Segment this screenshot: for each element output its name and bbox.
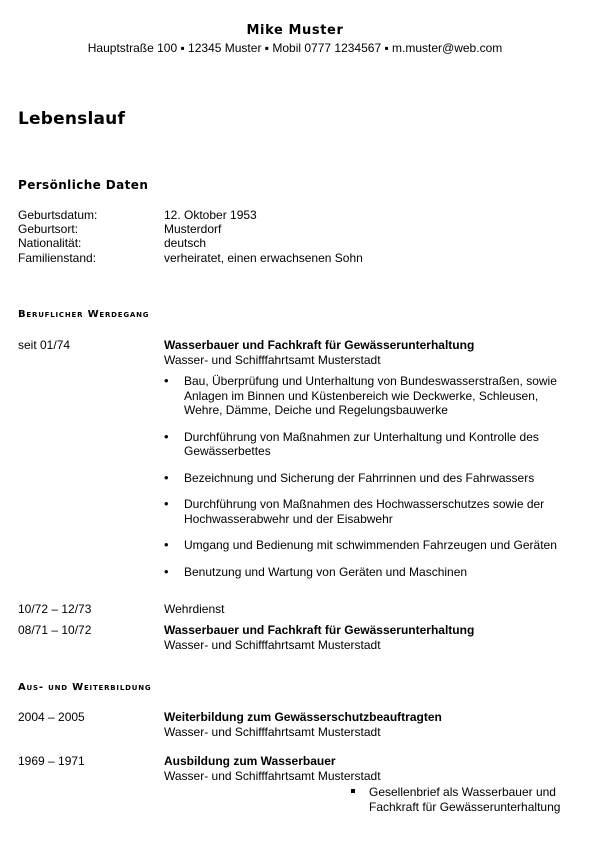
education-course: Ausbildung zum Wasserbauer xyxy=(164,754,336,768)
document-title: Lebenslauf xyxy=(18,109,126,129)
section-heading-education: Aus- und Weiterbildung xyxy=(18,682,152,693)
section-heading-personal: Persönliche Daten xyxy=(18,178,149,192)
education-note: Gesellenbrief als Wasserbauer und Fachkraft für Gewässerunterhaltung xyxy=(351,785,579,814)
education-details xyxy=(164,710,574,739)
career-position: Wehrdienst xyxy=(164,602,225,616)
career-task: • Durchführung von Maßnahmen zur Unterhaltung und Kontrolle des Gewässerbettes xyxy=(164,430,574,459)
applicant-name: Mike Muster xyxy=(246,23,344,38)
personal-value: deutsch xyxy=(164,236,207,250)
career-details xyxy=(164,338,574,579)
contact-line: Hauptstraße 100 ▪ 12345 Muster ▪ Mobil 0777 1234567 ▪ m.muster@web.com xyxy=(87,41,503,55)
section-heading-career: Beruflicher Werdegang xyxy=(18,309,150,320)
career-employer: Wasser- und Schifffahrtsamt Musterstadt xyxy=(164,637,381,652)
education-details xyxy=(164,754,574,814)
education-period: 2004 – 2005 xyxy=(18,710,85,724)
education-course: Weiterbildung zum Gewässerschutzbeauftragten xyxy=(164,710,442,724)
education-note-list xyxy=(351,785,574,814)
personal-label: Geburtsort: xyxy=(18,222,79,236)
career-period: 10/72 – 12/73 xyxy=(18,602,92,616)
career-period: 08/71 – 10/72 xyxy=(18,623,92,637)
personal-label: Familienstand: xyxy=(18,251,97,265)
education-period: 1969 – 1971 xyxy=(18,754,85,768)
personal-value: Musterdorf xyxy=(164,222,222,236)
education-institution: Wasser- und Schifffahrtsamt Musterstadt xyxy=(164,768,381,783)
career-task: • Bezeichnung und Sicherung der Fahrrinnen und des Fahrwassers xyxy=(164,471,574,486)
career-task: • Benutzung und Wartung von Geräten und Maschinen xyxy=(164,565,574,580)
career-employer: Wasser- und Schifffahrtsamt Musterstadt xyxy=(164,352,381,367)
education-institution: Wasser- und Schifffahrtsamt Musterstadt xyxy=(164,724,381,739)
personal-label: Nationalität: xyxy=(18,236,82,250)
career-task-list xyxy=(164,374,574,579)
personal-value: 12. Oktober 1953 xyxy=(164,208,257,222)
career-details xyxy=(164,623,574,652)
cv-header xyxy=(0,23,590,55)
career-position: Wasserbauer und Fachkraft für Gewässerunterhaltung xyxy=(164,623,475,637)
career-task: • Bau, Überprüfung und Unterhaltung von Bundeswasserstraßen, sowie Anlagen im Binnen und Küstenbereich wie Deckwerke, Schleusen, Wehre, Dämme, Deiche und Regelungsbauwerke xyxy=(164,374,574,418)
personal-label: Geburtsdatum: xyxy=(18,208,98,222)
personal-value: verheiratet, einen erwachsenen Sohn xyxy=(164,251,363,265)
career-task: • Umgang und Bedienung mit schwimmenden Fahrzeugen und Geräten xyxy=(164,538,574,553)
career-task: • Durchführung von Maßnahmen des Hochwasserschutzes sowie der Hochwasserabwehr und der Eisabwehr xyxy=(164,497,574,526)
career-period: seit 01/74 xyxy=(18,338,71,352)
career-position: Wasserbauer und Fachkraft für Gewässerunterhaltung xyxy=(164,338,475,352)
